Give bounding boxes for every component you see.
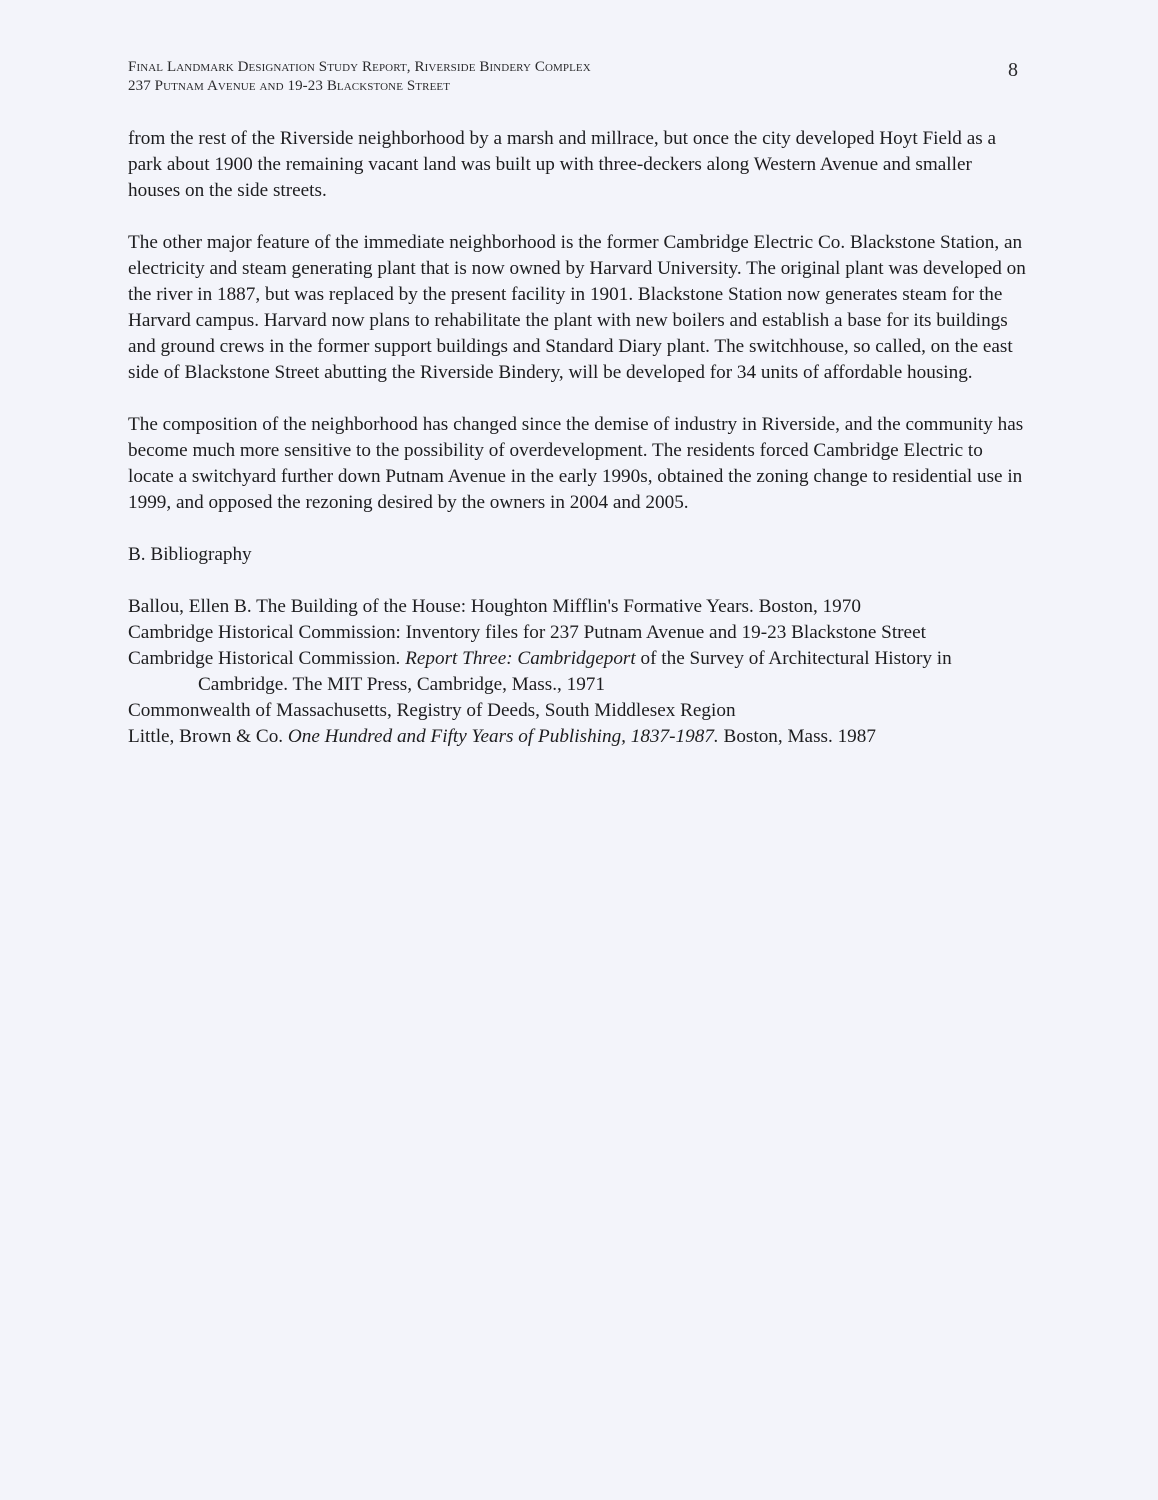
bibliography-entry: Commonwealth of Massachusetts, Registry of Deeds, South Middlesex Region: [128, 700, 736, 721]
page-number: 8: [1008, 59, 1018, 81]
paragraph-3: The composition of the neighborhood has changed since the demise of industry in Riverside, and the community has become much more sensitive to the possibility of overdevelopment. The residents forced Cambridge Electric to locate a switchyard further down Putnam Avenue in the early 1990s, obtained the zoning change to residential use in 1999, and opposed the rezoning desired by the owners in 2004 and 2005.: [128, 414, 1024, 513]
header-address: 237 Putnam Avenue and 19-23 Blackstone Street: [128, 78, 451, 94]
bibliography-list: [128, 594, 1028, 750]
bibliography-entry: Ballou, Ellen B. The Building of the House: Houghton Mifflin's Formative Years. Boston, 1970: [128, 596, 861, 617]
paragraph-2: The other major feature of the immediate neighborhood is the former Cambridge Electric Co. Blackstone Station, an electricity and steam generating plant that is now owned by Harvard University. The original plant was developed on the river in 1887, but was replaced by the present facility in 1901. Blackstone Station now generates steam for the Harvard campus. Harvard now plans to rehabilitate the plant with new boilers and establish a base for its buildings and ground crews in the former support buildings and Standard Diary plant. The switchhouse, so called, on the east side of Blackstone Street abutting the Riverside Bindery, will be developed for 34 units of affordable housing.: [128, 232, 1026, 383]
bibliography-entry: Little, Brown & Co. One Hundred and Fifty Years of Publishing, 1837-1987. Boston, Mass. 1987: [128, 726, 876, 747]
bibliography-entry: Cambridge Historical Commission. Report Three: Cambridgeport of the Survey of Architectural History in Cambridge. The MIT Press, Cambridge, Mass., 1971: [128, 648, 952, 695]
header-title: Final Landmark Designation Study Report, Riverside Bindery Complex: [128, 59, 591, 75]
bibliography-entry: Cambridge Historical Commission: Inventory files for 237 Putnam Avenue and 19-23 Blackstone Street: [128, 622, 926, 643]
running-header: [128, 58, 1008, 96]
body-text: [128, 126, 1028, 750]
bibliography-heading: B. Bibliography: [128, 544, 252, 565]
paragraph-1: from the rest of the Riverside neighborhood by a marsh and millrace, but once the city developed Hoyt Field as a park about 1900 the remaining vacant land was built up with three-deckers along Western Avenue and smaller houses on the side streets.: [128, 128, 996, 201]
